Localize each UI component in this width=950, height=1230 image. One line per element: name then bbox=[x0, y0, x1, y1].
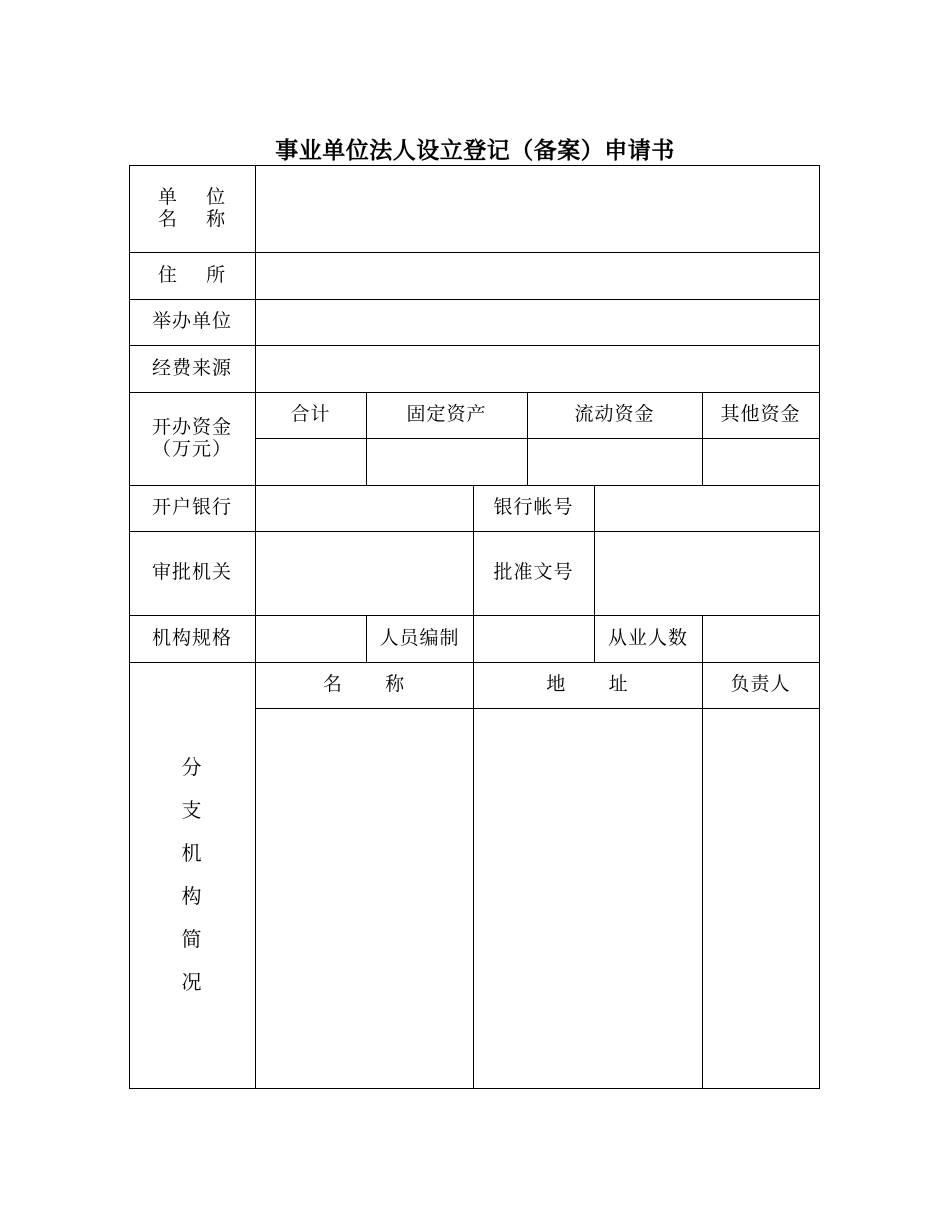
branch-name-header: 名 称 bbox=[322, 673, 406, 696]
address-field[interactable] bbox=[256, 253, 819, 299]
branch-section-label bbox=[129, 745, 255, 1005]
fixed-assets-header: 固定资产 bbox=[406, 403, 487, 426]
funding-source-field[interactable] bbox=[256, 346, 819, 392]
branch-section-char: 分 bbox=[181, 755, 203, 779]
total-funds-field[interactable] bbox=[256, 439, 366, 485]
org-level-field[interactable] bbox=[256, 616, 366, 662]
bank-account-field[interactable] bbox=[595, 486, 819, 531]
branch-name-field[interactable] bbox=[256, 709, 473, 1088]
bank-account-label: 银行帐号 bbox=[493, 496, 574, 519]
staffing-field[interactable] bbox=[474, 616, 594, 662]
table-border-bottom bbox=[129, 1088, 820, 1089]
sponsor-field[interactable] bbox=[256, 300, 819, 345]
branch-section-char: 支 bbox=[181, 798, 203, 822]
current-funds-field[interactable] bbox=[528, 439, 702, 485]
branch-address-field[interactable] bbox=[474, 709, 702, 1088]
employees-field[interactable] bbox=[703, 616, 819, 662]
branch-head-header: 负责人 bbox=[730, 673, 791, 696]
approval-doc-no-field[interactable] bbox=[595, 532, 819, 615]
approval-authority-field[interactable] bbox=[256, 532, 473, 615]
branch-head-field[interactable] bbox=[703, 709, 819, 1088]
branch-address-header: 地 址 bbox=[546, 673, 629, 696]
application-form-table bbox=[129, 165, 820, 1089]
unit-name-field[interactable] bbox=[256, 166, 819, 252]
org-level-label: 机构规格 bbox=[151, 626, 232, 649]
employees-label: 从业人数 bbox=[607, 626, 688, 649]
approval-doc-no-label: 批准文号 bbox=[493, 561, 574, 584]
page-title: 事业单位法人设立登记（备案）申请书 bbox=[275, 138, 675, 164]
bank-label: 开户银行 bbox=[151, 496, 232, 519]
table-border-right bbox=[819, 165, 820, 1089]
unit-name-label: 单 位 名 称 bbox=[157, 185, 227, 230]
branch-section-char: 简 bbox=[181, 927, 203, 951]
funding-source-label: 经费来源 bbox=[151, 356, 232, 379]
bank-field[interactable] bbox=[256, 486, 473, 531]
branch-section-char: 况 bbox=[181, 970, 203, 994]
total-funds-header: 合计 bbox=[290, 403, 331, 426]
branch-section-char: 构 bbox=[181, 884, 203, 908]
address-label: 住 所 bbox=[157, 263, 227, 286]
sponsor-label: 举办单位 bbox=[151, 310, 232, 333]
other-funds-header: 其他资金 bbox=[720, 403, 801, 426]
other-funds-field[interactable] bbox=[703, 439, 819, 485]
fixed-assets-field[interactable] bbox=[367, 439, 527, 485]
current-funds-header: 流动资金 bbox=[574, 403, 655, 426]
staffing-label: 人员编制 bbox=[379, 626, 460, 649]
branch-section-char: 机 bbox=[181, 841, 203, 865]
startup-funds-label: 开办资金 （万元） bbox=[151, 415, 232, 460]
approval-authority-label: 审批机关 bbox=[151, 561, 232, 584]
